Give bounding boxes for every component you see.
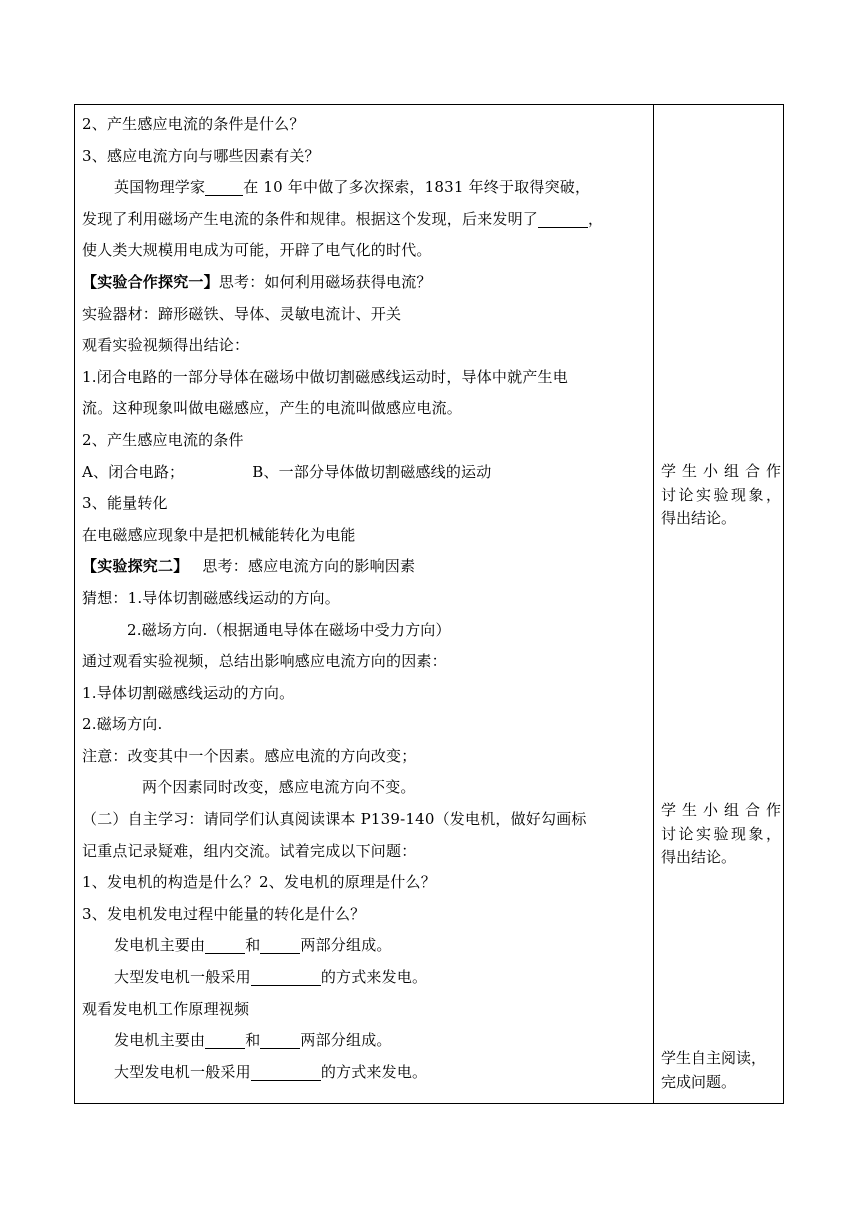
factor-2: 2.磁场方向. (82, 715, 163, 734)
conclusion-1b: 流。这种现象叫做电磁感应，产生的电流叫做感应电流。 (82, 399, 463, 418)
watch-video-2: 通过观看实验视频，总结出影响感应电流方向的因素： (82, 652, 447, 671)
factor-1: 1.导体切割磁感线运动的方向。 (82, 683, 295, 702)
experiment-2-heading: 【实验探究二】 思考：感应电流方向的影响因素 (82, 557, 416, 576)
fill-blank[interactable] (205, 1031, 245, 1049)
conclusion-1a: 1.闭合电路的一部分导体在磁场中做切割磁感线运动时，导体中就产生电 (82, 367, 568, 386)
fill-blank[interactable] (251, 968, 321, 986)
teacher-note-1: 学生小组合作 讨论实验现象， 得出结论。 (661, 462, 781, 527)
history-line-1: 英国物理学家 在 10 年中做了多次探索，1831 年终于取得突破， (114, 178, 591, 197)
fill-blank[interactable] (205, 178, 243, 196)
generator-method-1: 大型发电机一般采用 的方式来发电。 (114, 968, 428, 987)
column-divider (653, 105, 654, 1103)
generator-parts-1: 发电机主要由 和 两部分组成。 (114, 936, 392, 955)
question-3: 3、感应电流方向与哪些因素有关？ (82, 146, 320, 165)
fill-blank[interactable] (260, 936, 300, 954)
teacher-note-3: 学生自主阅读， 完成问题。 (661, 1049, 767, 1091)
self-study-1: （二）自主学习：请同学们认真阅读课本 P139-140（发电机，做好勾画标 (82, 810, 587, 829)
watch-video-1: 观看实验视频得出结论： (82, 336, 250, 355)
self-study-2: 记重点记录疑难，组内交流。试着完成以下问题： (82, 841, 417, 860)
fill-blank[interactable] (260, 1031, 300, 1049)
watch-video-3: 观看发电机工作原理视频 (82, 999, 250, 1018)
content-column (82, 109, 650, 1088)
experiment-1-heading: 【实验合作探究一】思考：如何利用磁场获得电流？ (82, 272, 432, 291)
teacher-note-2: 学生小组合作 讨论实验现象， 得出结论。 (661, 801, 781, 866)
history-line-3: 使人类大规模用电成为可能，开辟了电气化的时代。 (82, 241, 432, 260)
note-2: 两个因素同时改变，感应电流方向不变。 (142, 778, 416, 797)
conclusion-3: 3、能量转化 (82, 494, 168, 513)
guess-1: 猜想：1.导体切割磁感线运动的方向。 (82, 588, 340, 607)
note-1: 注意：改变其中一个因素。感应电流的方向改变； (82, 746, 417, 765)
guess-2: 2.磁场方向.（根据通电导体在磁场中受力方向） (127, 620, 451, 639)
history-line-2: 发现了利用磁场产生电流的条件和规律。根据这个发现，后来发明了 ， (82, 209, 604, 228)
conditions: A、闭合电路； B、一部分导体做切割磁感线的运动 (82, 462, 492, 481)
generator-question-3: 3、发电机发电过程中能量的转化是什么？ (82, 904, 366, 923)
materials: 实验器材：蹄形磁铁、导体、灵敏电流计、开关 (82, 304, 402, 323)
generator-method-2: 大型发电机一般采用 的方式来发电。 (114, 1062, 428, 1081)
fill-blank[interactable] (205, 936, 245, 954)
fill-blank[interactable] (538, 210, 588, 228)
lesson-table (74, 104, 784, 1104)
conclusion-2: 2、产生感应电流的条件 (82, 430, 244, 449)
generator-parts-2: 发电机主要由 和 两部分组成。 (114, 1031, 392, 1050)
generator-questions: 1、发电机的构造是什么？2、发电机的原理是什么？ (82, 873, 436, 892)
energy-conversion: 在电磁感应现象中是把机械能转化为电能 (82, 525, 356, 544)
fill-blank[interactable] (251, 1063, 321, 1081)
question-2: 2、产生感应电流的条件是什么？ (82, 115, 305, 133)
